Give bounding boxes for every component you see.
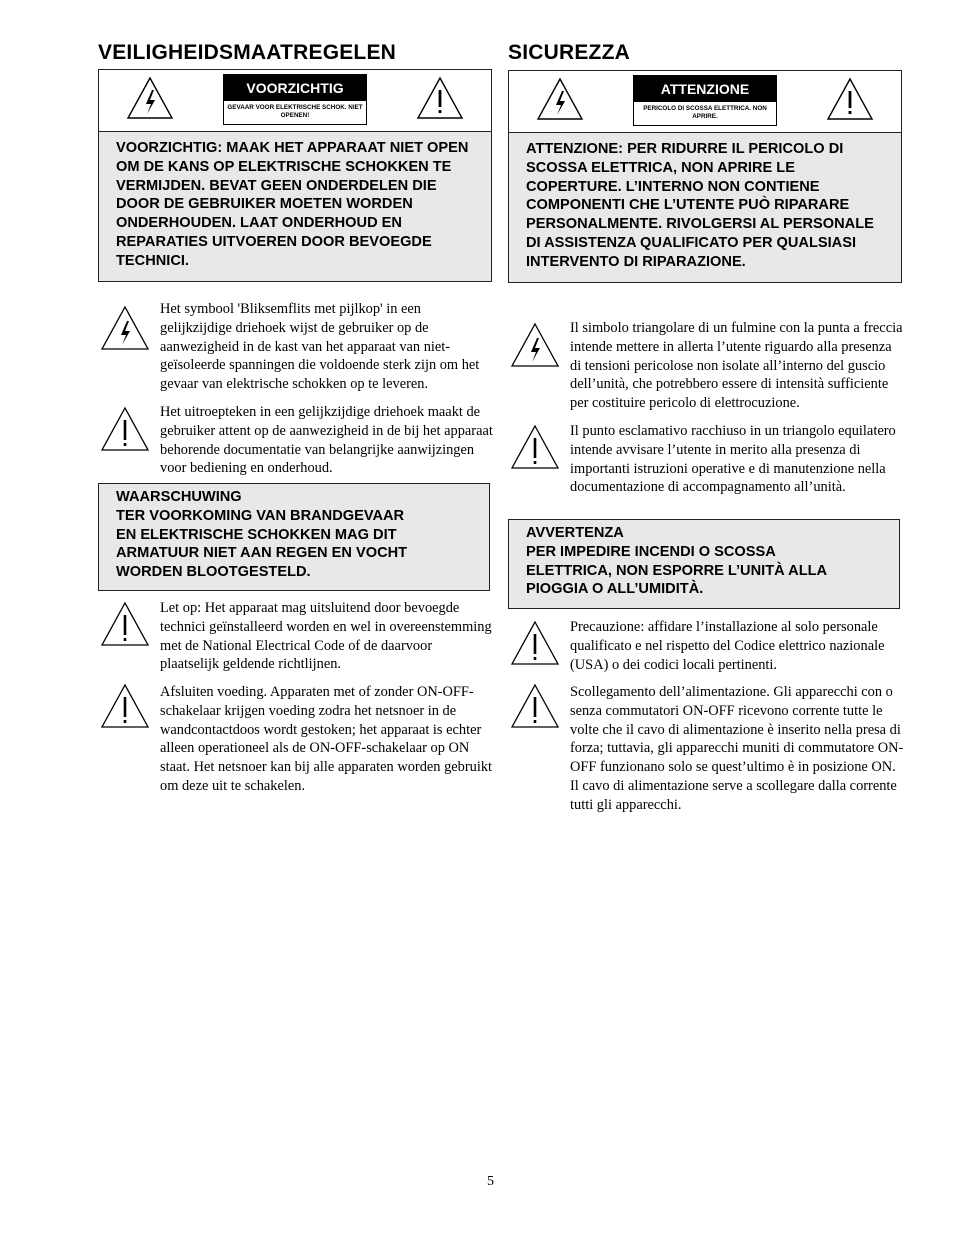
section-title-dutch: VEILIGHEIDSMAATREGELEN — [98, 41, 397, 64]
warning-heading: WAARSCHUWING — [116, 489, 242, 505]
exclamation-warning-icon — [100, 601, 150, 647]
caution-box-dutch — [98, 69, 492, 282]
caution-label — [633, 75, 777, 126]
note-lightning-text: Il simbolo triangolare di un fulmine con la punta a freccia intende mettere in allerta l’utente riguardo alla presenza di tensioni pericolose non isolate all’interno del guscio dell’unità, che potrebbero essere di intensità sufficiente per costituire pericolo di elettrocuzione. — [570, 320, 903, 412]
exclamation-warning-icon — [510, 683, 560, 729]
caution-label-title: ATTENZIONE — [634, 76, 776, 102]
lightning-warning-icon — [126, 76, 174, 120]
exclamation-warning-icon — [510, 424, 560, 470]
lightning-warning-icon — [536, 77, 584, 121]
lightning-warning-icon — [510, 322, 560, 368]
caution-text: ATTENZIONE: PER RIDURRE IL PERICOLO DI SCOSSA ELETTRICA, NON APRIRE LE COPERTURE. L’INTERNO NON CONTIENE COMPONENTI CHE L’UTENTE PUÒ RIPARARE PERSONALMENTE. RIVOLGERSI AL PERSONALE DI ASSISTENZA QUALIFICATO PER QUALSIASI INTERVENTO DI RIPARAZIONE. — [526, 141, 874, 270]
lightning-warning-icon — [100, 305, 150, 351]
exclamation-warning-icon — [826, 77, 874, 121]
exclamation-warning-icon — [416, 76, 464, 120]
warning-box-dutch — [98, 483, 490, 591]
exclamation-warning-icon — [100, 406, 150, 452]
caution-box-italian — [508, 70, 902, 283]
section-title-italian: SICUREZZA — [508, 41, 630, 64]
exclamation-warning-icon — [510, 620, 560, 666]
caution-text: VOORZICHTIG: MAAK HET APPARAAT NIET OPEN OM DE KANS OP ELEKTRISCHE SCHOKKEN TE VERMIJDEN. BEVAT GEEN ONDERDELEN DIE DOOR DE GEBRUIKER MOETEN WORDEN ONDERHOUDEN. LAAT ONDERHOUD EN REPARATIES UITVOEREN DOOR BEVOEGDE TECHNICI. — [116, 140, 469, 269]
warning-text: PER IMPEDIRE INCENDI O SCOSSA ELETTRICA, NON ESPORRE L’UNITÀ ALLA PIOGGIA O ALL’UMIDITÀ. — [526, 543, 828, 598]
note-installation-text: Precauzione: affidare l’installazione al solo personale qualificato e nel rispetto del Codice elettrico nazionale (USA) o dei codici locali pertinenti. — [570, 619, 885, 673]
warning-box-italian — [508, 519, 900, 609]
warning-text: TER VOORKOMING VAN BRANDGEVAAR EN ELEKTRISCHE SCHOKKEN MAG DIT ARMATUUR NIET AAN REGEN EN VOCHT WORDEN BLOOTGESTELD. — [116, 507, 408, 581]
note-power-text: Scollegamento dell’alimentazione. Gli apparecchi con o senza commutatori ON-OFF ricevono corrente tutte le volte che il cavo di alimentazione è inserito nella presa di forza; tuttavia, gli apparecchi muniti di commutatore ON-OFF funzionano solo se quest’ultimo è in posizione ON. Il cavo di alimentazione serve a scollegare dalla corrente tutti gli apparecchi. — [570, 684, 904, 813]
note-exclamation-text: Het uitroepteken in een gelijkzijdige driehoek maakt de gebruiker attent op de aanwezigheid in de bij het apparaat behorende documentatie van belangrijke aanwijzingen voor bediening en onderhoud. — [160, 404, 493, 477]
caution-label-subtitle: GEVAAR VOOR ELEKTRISCHE SCHOK. NIET OPENEN! — [227, 104, 363, 119]
note-lightning-text: Het symbool 'Bliksemflits met pijlkop' in een gelijkzijdige driehoek wijst de gebruiker op de aanwezigheid in de kast van het apparaat van niet-geïsoleerde spanningen die voldoende sterk zijn om het gevaar van elektrische schokken op te leveren. — [160, 301, 480, 393]
caution-label — [223, 74, 367, 125]
caution-label-title: VOORZICHTIG — [224, 75, 366, 101]
note-power-text: Afsluiten voeding. Apparaten met of zonder ON-OFF-schakelaar krijgen voeding zodra het netsnoer in de wandcontactdoos wordt gestoken; het apparaat is echter alleen operationeel als de ON-OFF-schakelaar op ON staat. Het netsnoer kan bij alle apparaten worden gebruikt om deze uit te schakelen. — [160, 684, 493, 794]
note-exclamation-text: Il punto esclamativo racchiuso in un triangolo equilatero intende avvisare l’utente in merito alla presenza di importanti istruzioni operative e di manutenzione nella documentazione di accompagnamento all’unità. — [570, 423, 896, 496]
caution-header — [509, 71, 901, 133]
page-number: 5 — [487, 1174, 494, 1189]
caution-label-subtitle: PERICOLO DI SCOSSA ELETTRICA. NON APRIRE. — [643, 105, 767, 120]
exclamation-warning-icon — [100, 683, 150, 729]
warning-heading: AVVERTENZA — [526, 525, 624, 541]
note-installation-text: Let op: Het apparaat mag uitsluitend door bevoegde technici geïnstalleerd worden en wel in overeenstemming met de National Electrical Code of de daarvoor plaatselijk geldende richtlijnen. — [160, 600, 492, 673]
caution-header — [99, 70, 491, 132]
